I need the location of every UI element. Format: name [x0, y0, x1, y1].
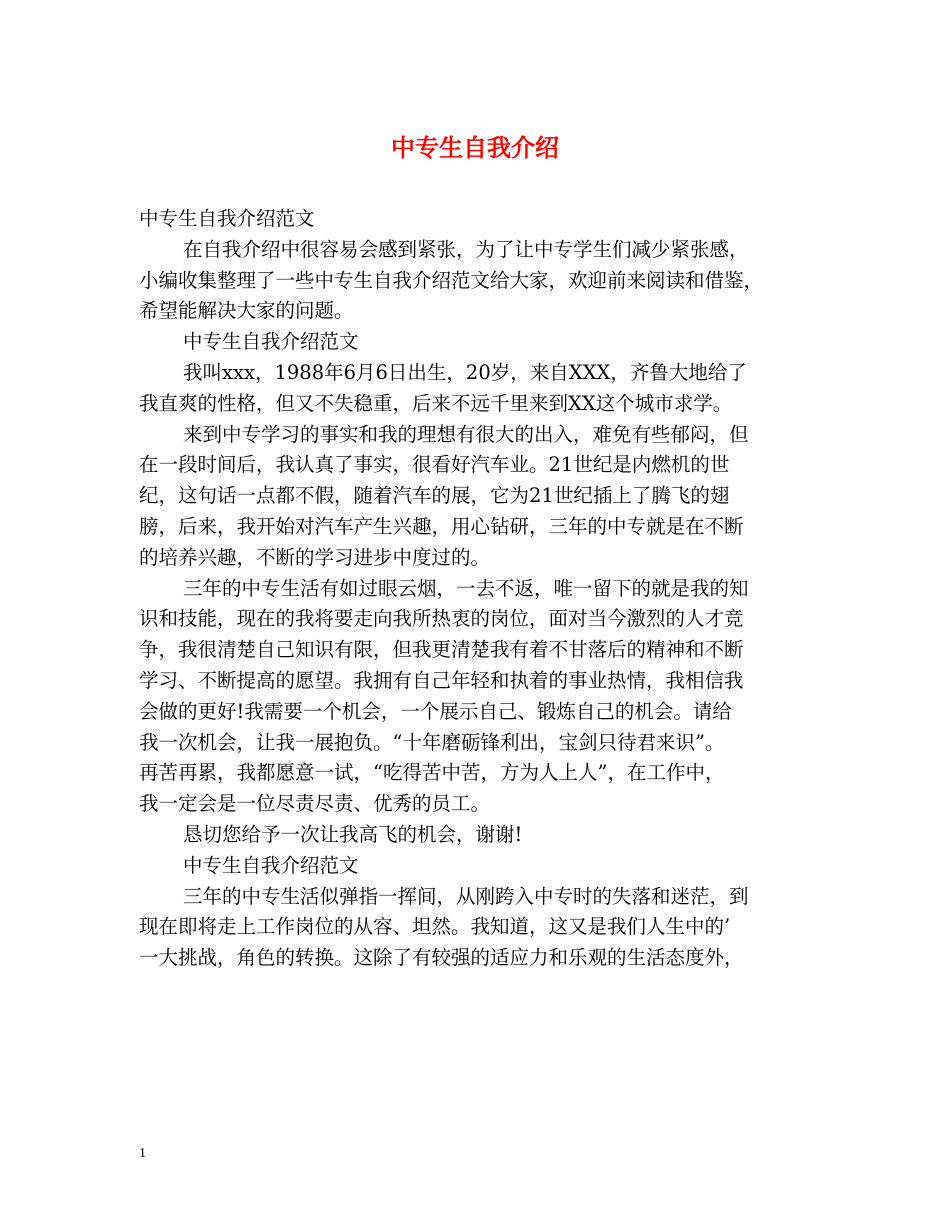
text-line: 三年的中专生活似弹指一挥间，从刚跨入中专时的失落和迷茫，到: [183, 884, 749, 908]
text-line: 的培养兴趣，不断的学习进步中度过的。: [139, 545, 491, 569]
text-line: 中专生自我介绍范文: [139, 207, 315, 230]
text-line: 中专生自我介绍范文: [183, 853, 359, 877]
text-line: 小编收集整理了一些中专生自我介绍范文给大家，欢迎前来阅读和借鉴，: [139, 268, 764, 292]
text-line: 膀，后来，我开始对汽车产生兴趣，用心钻研，三年的中专就是在不断: [139, 514, 744, 538]
text-line: 纪，这句话一点都不假，随着汽车的展，它为21世纪插上了腾飞的翅: [139, 484, 730, 508]
text-line: 三年的中专生活有如过眼云烟，一去不返，唯一留下的就是我的知: [183, 576, 749, 600]
text-line: 我一次机会，让我一展抱负。“十年磨砺锋利出，宝剑只待君来识”。: [139, 730, 725, 754]
document-title: 中专生自我介绍: [391, 133, 559, 162]
text-line: 学习、不断提高的愿望。我拥有自己年轻和执着的事业热情，我相信我: [139, 668, 744, 692]
page-number: 1: [139, 1146, 146, 1161]
text-line: 再苦再累，我都愿意一试，“吃得苦中苦，方为人上人”，在工作中，: [139, 761, 725, 785]
text-line: 我叫xxx，1988年6月6日出生，20岁，来自XXX，齐鲁大地给了: [183, 360, 747, 384]
text-line: 争，我很清楚自己知识有限，但我更清楚我有着不甘落后的精神和不断: [139, 638, 744, 662]
document-body: [139, 204, 814, 974]
text-line: 现在即将走上工作岗位的从容、坦然。我知道，这又是我们人生中的’: [139, 915, 731, 939]
text-line: 会做的更好!我需要一个机会，一个展示自己、锻炼自己的机会。请给: [139, 699, 732, 723]
text-line: 我直爽的性格，但又不失稳重，后来不远千里来到XX这个城市求学。: [139, 391, 733, 415]
text-line: 中专生自我介绍范文: [183, 330, 359, 354]
text-line: 我一定会是一位尽责尽责、优秀的员工。: [139, 792, 491, 816]
text-line: 在一段时间后，我认真了事实，很看好汽车业。21世纪是内燃机的世: [139, 453, 730, 477]
text-line: 恳切您给予一次让我高飞的机会，谢谢!: [183, 822, 523, 846]
text-line: 一大挑战，角色的转换。这除了有较强的适应力和乐观的生活态度外，: [139, 946, 744, 970]
text-line: 在自我介绍中很容易会感到紧张，为了让中专学生们减少紧张感，: [183, 237, 749, 261]
text-line: 识和技能，现在的我将要走向我所热衷的岗位，面对当今激烈的人才竞: [139, 607, 744, 631]
text-line: 希望能解决大家的问题。: [139, 299, 354, 323]
text-line: 来到中专学习的事实和我的理想有很大的出入，难免有些郁闷，但: [183, 422, 749, 446]
